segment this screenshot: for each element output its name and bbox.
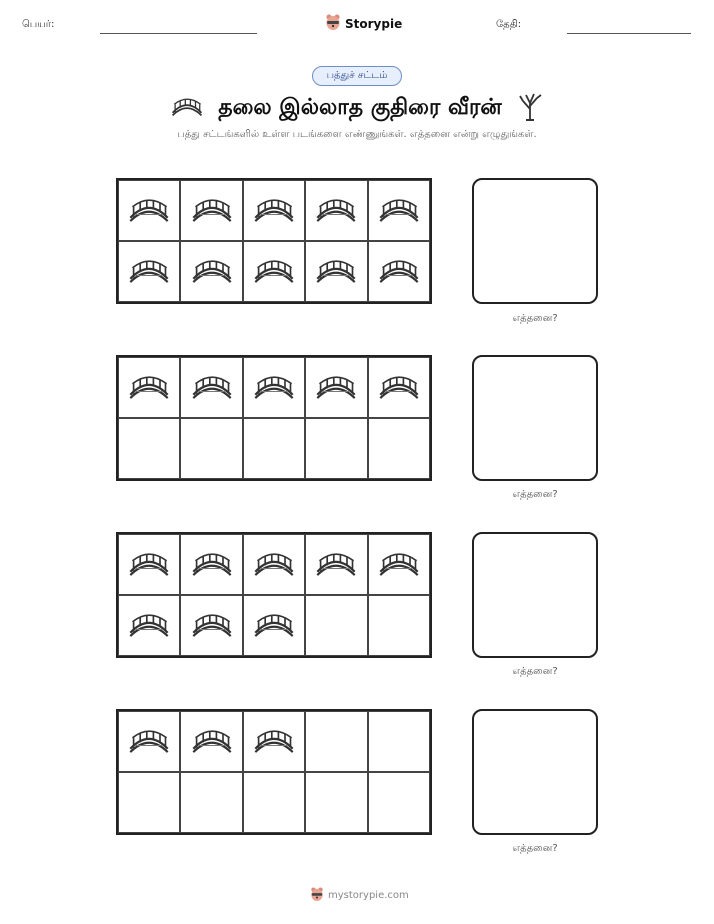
frame-cell — [180, 711, 242, 772]
frame-cell — [118, 711, 180, 772]
frame-cell — [368, 241, 430, 302]
frame-cell — [243, 534, 305, 595]
frame-cell — [118, 357, 180, 418]
bear-logo-icon — [325, 13, 341, 34]
date-line[interactable] — [567, 33, 691, 34]
bridge-icon — [377, 369, 421, 407]
how-many-label-3: எத்தனை? — [512, 666, 558, 677]
bridge-icon — [190, 723, 234, 761]
bridge-icon — [127, 546, 171, 584]
title-text: தலை இல்லாத குதிரை வீரன் — [218, 95, 502, 120]
frame-cell — [305, 241, 367, 302]
bridge-icon — [190, 369, 234, 407]
bridge-icon — [314, 546, 358, 584]
frame-cell — [243, 711, 305, 772]
frame-cell — [180, 772, 242, 833]
frame-cell — [243, 772, 305, 833]
answer-box-4[interactable] — [472, 709, 598, 835]
bridge-icon — [252, 369, 296, 407]
frame-cell — [305, 595, 367, 656]
bridge-icon — [190, 192, 234, 230]
brand-name: Storypie — [345, 16, 403, 31]
answer-box-1[interactable] — [472, 178, 598, 304]
how-many-label-1: எத்தனை? — [512, 313, 558, 324]
ten-frame-3 — [116, 532, 432, 658]
tree-icon — [516, 91, 544, 127]
frame-cell — [243, 418, 305, 479]
bridge-icon — [127, 253, 171, 291]
frame-cell — [118, 241, 180, 302]
bridge-icon — [127, 723, 171, 761]
frame-cell — [180, 418, 242, 479]
frame-cell — [368, 357, 430, 418]
ten-frame-4 — [116, 709, 432, 835]
frame-cell — [180, 595, 242, 656]
frame-cell — [243, 595, 305, 656]
frame-cell — [118, 180, 180, 241]
worksheet-type-pill: பத்துச் சட்டம் — [312, 66, 402, 86]
bear-logo-icon — [310, 886, 324, 905]
how-many-label-2: எத்தனை? — [512, 489, 558, 500]
frame-cell — [368, 180, 430, 241]
frame-cell — [368, 418, 430, 479]
frame-cell — [118, 418, 180, 479]
name-line[interactable] — [100, 33, 257, 34]
bridge-icon — [190, 546, 234, 584]
frame-cell — [243, 241, 305, 302]
frame-cell — [368, 772, 430, 833]
frame-cell — [243, 180, 305, 241]
bridge-icon — [127, 369, 171, 407]
ten-frame-1 — [116, 178, 432, 304]
bridge-icon — [377, 253, 421, 291]
bridge-icon — [377, 192, 421, 230]
date-label: தேதி: — [496, 19, 522, 30]
bridge-icon — [314, 369, 358, 407]
footer — [310, 886, 409, 905]
frame-cell — [180, 241, 242, 302]
bridge-icon — [252, 253, 296, 291]
frame-cell — [305, 180, 367, 241]
bridge-icon — [127, 192, 171, 230]
bridge-icon — [190, 607, 234, 645]
frame-cell — [118, 772, 180, 833]
bridge-icon — [127, 607, 171, 645]
instructions: பத்து சட்டங்களில் உள்ள படங்களை எண்ணுங்கள். எத்தனை என்று எழுதுங்கள். — [177, 129, 537, 140]
brand-logo — [325, 13, 402, 34]
bridge-icon — [377, 546, 421, 584]
frame-cell — [305, 357, 367, 418]
frame-cell — [368, 595, 430, 656]
frame-cell — [368, 534, 430, 595]
frame-cell — [180, 357, 242, 418]
frame-cell — [305, 772, 367, 833]
bridge-icon — [252, 192, 296, 230]
bridge-icon — [314, 253, 358, 291]
answer-box-3[interactable] — [472, 532, 598, 658]
frame-cell — [305, 534, 367, 595]
frame-cell — [243, 357, 305, 418]
frame-cell — [305, 418, 367, 479]
page-title — [0, 91, 714, 127]
frame-cell — [118, 595, 180, 656]
bridge-icon — [252, 607, 296, 645]
bridge-icon — [252, 723, 296, 761]
bridge-icon — [252, 546, 296, 584]
ten-frame-2 — [116, 355, 432, 481]
bridge-icon — [170, 94, 204, 124]
frame-cell — [305, 711, 367, 772]
name-label: பெயர்: — [22, 19, 55, 30]
answer-box-2[interactable] — [472, 355, 598, 481]
frame-cell — [118, 534, 180, 595]
frame-cell — [180, 534, 242, 595]
bridge-icon — [314, 192, 358, 230]
frame-cell — [180, 180, 242, 241]
frame-cell — [368, 711, 430, 772]
footer-url: mystorypie.com — [328, 890, 409, 901]
bridge-icon — [190, 253, 234, 291]
how-many-label-4: எத்தனை? — [512, 843, 558, 854]
